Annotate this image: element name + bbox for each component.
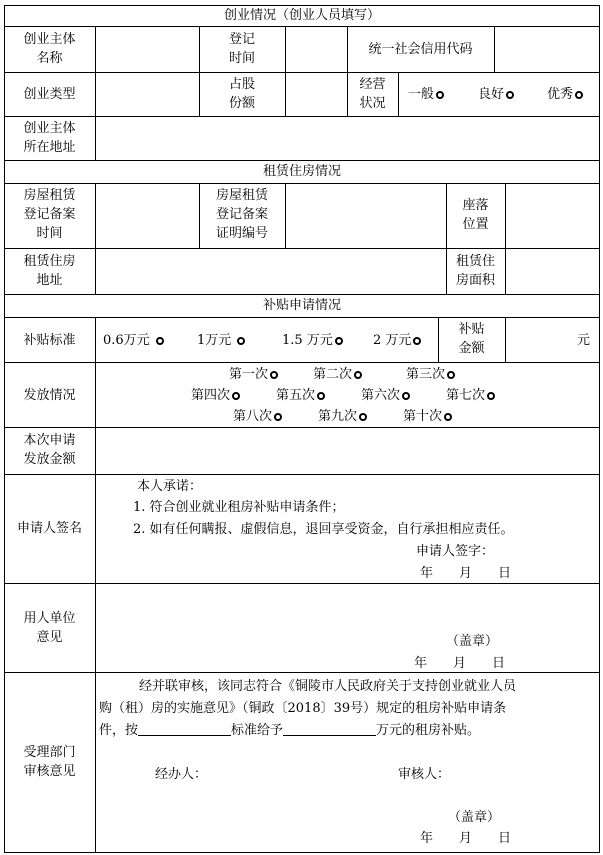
section-subsidy-header: 补贴申请情况 <box>262 298 341 313</box>
radio-circle-icon <box>447 371 455 379</box>
issue-status-label: 发放情况 <box>23 388 76 403</box>
radio-circle-icon <box>487 392 495 400</box>
location-label: 座落 位置 <box>462 198 489 232</box>
pledge-item-1: 1. 符合创业就业租房补贴申请条件； <box>133 500 345 515</box>
pledge-heading: 本人承诺： <box>137 479 203 494</box>
radio-circle-icon <box>506 91 514 99</box>
share-label: 占股 份额 <box>228 77 255 111</box>
registration-time-label: 登记 时间 <box>228 32 255 66</box>
yuan-unit: 元 <box>577 333 591 348</box>
credit-code-label: 统一社会信用代码 <box>368 42 473 57</box>
applicant-date: 年 月 日 <box>420 566 512 581</box>
issue-10[interactable]: 第十次 <box>403 407 452 426</box>
rental-address-label: 租赁住房 地址 <box>23 254 76 288</box>
entity-address-label: 创业主体 所在地址 <box>23 121 76 155</box>
issue-8[interactable]: 第八次 <box>233 407 282 426</box>
radio-circle-icon <box>413 337 421 345</box>
standard-blank[interactable] <box>138 721 231 736</box>
review-text-line-1: 经并联审核，该同志符合《铜陵市人民政府关于支持创业就业人员 <box>139 679 517 694</box>
radio-circle-icon <box>402 392 410 400</box>
radio-circle-icon <box>232 392 240 400</box>
radio-circle-icon <box>359 413 367 421</box>
entity-name-label: 创业主体 名称 <box>23 32 76 66</box>
review-text-line-3: 件，按 标准给予 万元的租房补贴。 <box>99 723 481 738</box>
radio-circle-icon <box>575 91 583 99</box>
standard-option-2[interactable]: 2 万元 <box>373 331 421 350</box>
radio-circle-icon <box>317 392 325 400</box>
issue-9[interactable]: 第九次 <box>318 407 367 426</box>
standard-option-1[interactable]: 1万元 <box>197 331 245 350</box>
operating-status-label: 经营 状况 <box>359 77 386 111</box>
review-opinion-label: 受理部门 审核意见 <box>23 745 76 779</box>
current-issue-amount-label: 本次申请 发放金额 <box>23 433 76 467</box>
issue-1[interactable]: 第一次 <box>229 365 278 384</box>
issue-6[interactable]: 第六次 <box>361 386 410 405</box>
issue-7[interactable]: 第七次 <box>446 386 495 405</box>
rental-filing-time-label: 房屋租赁 登记备案 时间 <box>23 188 76 241</box>
section-rental-header: 租赁住房情况 <box>262 164 341 179</box>
status-option-general[interactable]: 一般 <box>408 85 444 104</box>
status-option-good[interactable]: 良好 <box>478 85 514 104</box>
handler-label: 经办人： <box>155 767 208 782</box>
radio-circle-icon <box>270 371 278 379</box>
subsidy-standard-label: 补贴标准 <box>23 333 76 348</box>
radio-circle-icon <box>335 337 343 345</box>
applicant-signature-label: 申请人签名 <box>16 521 82 536</box>
radio-circle-icon <box>274 413 282 421</box>
rental-area-label: 租赁住 房面积 <box>455 254 495 288</box>
radio-circle-icon <box>156 337 164 345</box>
issue-4[interactable]: 第四次 <box>191 386 240 405</box>
issue-2[interactable]: 第二次 <box>313 365 362 384</box>
review-text-line-2: 购（租）房的实施意见》（铜政〔2018〕39号）规定的租房补贴申请条 <box>99 701 507 716</box>
subsidy-amount-label: 补贴 金额 <box>458 322 485 356</box>
issue-3[interactable]: 第三次 <box>406 365 455 384</box>
radio-circle-icon <box>444 413 452 421</box>
standard-option-1-5[interactable]: 1.5 万元 <box>282 331 343 350</box>
amount-blank[interactable] <box>283 721 376 736</box>
radio-circle-icon <box>354 371 362 379</box>
reviewer-label: 审核人： <box>398 767 451 782</box>
status-option-excellent[interactable]: 优秀 <box>547 85 583 104</box>
applicant-sign-line: 申请人签字： <box>416 544 495 559</box>
employer-opinion-label: 用人单位 意见 <box>23 611 76 645</box>
issue-5[interactable]: 第五次 <box>276 386 325 405</box>
radio-circle-icon <box>436 91 444 99</box>
review-date: 年 月 日 <box>420 831 512 846</box>
standard-option-0-6[interactable]: 0.6万元 <box>103 331 164 350</box>
business-type-label: 创业类型 <box>23 87 76 102</box>
employer-date: 年 月 日 <box>414 656 506 671</box>
section-business-header: 创业情况（创业人员填写） <box>223 8 380 23</box>
radio-circle-icon <box>237 337 245 345</box>
rental-cert-number-label: 房屋租赁 登记备案 证明编号 <box>215 188 268 241</box>
review-seal: （盖章） <box>448 810 501 825</box>
employer-seal: （盖章） <box>446 634 499 649</box>
pledge-item-2: 2. 如有任何瞒报、虚假信息，退回享受资金，自行承担相应责任。 <box>133 522 514 537</box>
